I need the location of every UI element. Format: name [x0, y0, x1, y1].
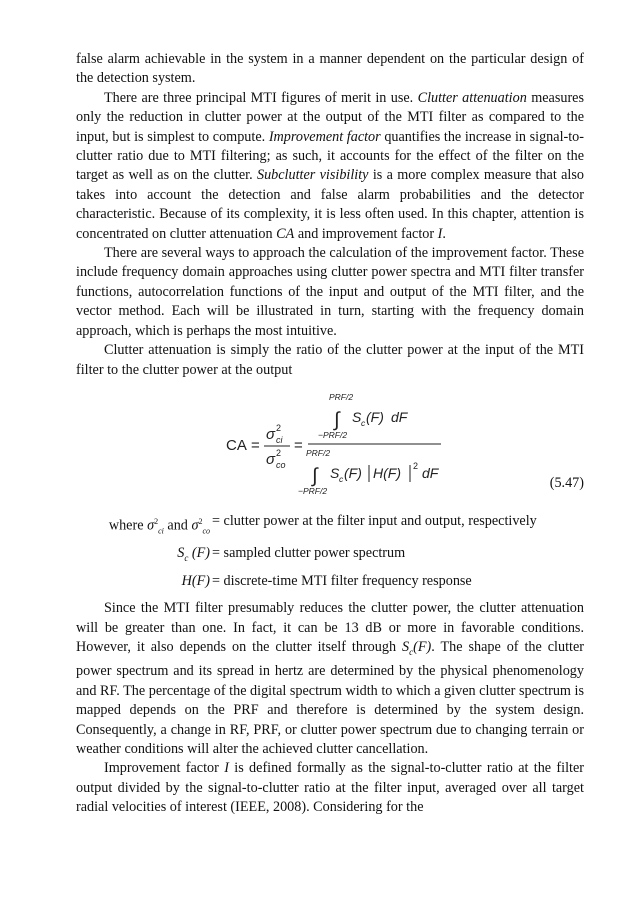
- eq-den-integral: ∫: [312, 464, 318, 487]
- sigma-co-symbol: σ: [191, 517, 199, 534]
- eq-num-s: S: [352, 408, 362, 425]
- symbol-s-arg: (F): [413, 639, 432, 656]
- eq-equals-1: =: [251, 436, 260, 454]
- text-run: measures only the reduction in clutter power at the output of the MTI filter as compared to the input, but is simplest to compute.: [76, 89, 584, 145]
- paragraph-clutter-attenuation-intro: Clutter attenuation is simply the ratio of the clutter power at the input of the MTI filter to the clutter power at the output: [76, 342, 584, 378]
- paragraph-clutter-dependence: [76, 599, 584, 759]
- eq-den-lower-limit: −PRF/2: [298, 485, 328, 496]
- where-def-sc: = sampled clutter power spectrum: [212, 545, 406, 562]
- eq-den-h: H(F): [373, 464, 401, 481]
- eq-num-integral: ∫: [334, 408, 340, 431]
- equation-number: (5.47): [549, 474, 584, 491]
- where-lhs-sc: [76, 542, 210, 570]
- paragraph-improvement-factor: [76, 759, 584, 817]
- text-run: is defined formally as the signal-to-clutter ratio at the filter output divided by the signal-to-clutter ratio at the filter input, averaged over all target radial velocities of interest (IEEE, 2008). Considering for the: [76, 760, 585, 816]
- where-clause: [76, 510, 584, 593]
- eq-num-arg: (F): [366, 408, 384, 425]
- sigma-co-sub: co: [202, 526, 210, 536]
- symbol-s: S: [402, 639, 410, 656]
- eq-den-upper-limit: PRF/2: [306, 447, 331, 458]
- where-row-h: [76, 570, 584, 593]
- paragraph-figures-of-merit: [76, 89, 584, 244]
- eq-sub-ci: ci: [276, 434, 283, 445]
- h-symbol: H(F): [181, 573, 210, 590]
- paragraph-1: false alarm achievable in the system in a manner dependent on the particular design of the detection system.: [76, 51, 584, 87]
- eq-den-s: S: [330, 464, 340, 481]
- text-run: There are three principal MTI figures of merit in use.: [104, 89, 418, 106]
- eq-sigma-ci: σ: [266, 425, 276, 443]
- equation-graphic: [226, 386, 526, 498]
- eq-num-sub-c: c: [361, 417, 366, 428]
- symbol-s-sub: c: [409, 646, 414, 657]
- text-run: quantifies the increase in signal-to-clutter ratio due to MTI filtering; as such, it accounts for the effect of the filter on the target as well as on the clutter.: [76, 128, 584, 184]
- eq-den-sub-c: c: [339, 473, 344, 484]
- sigma-co-sup: 2: [198, 516, 203, 526]
- eq-num-df: dF: [391, 408, 408, 425]
- text-run: Since the MTI filter presumably reduces the clutter power, the clutter attenuation will be greater than one. In fact, it can be 13 dB or more in favorable conditions. However, it also depends on the clutter itself through: [76, 600, 584, 656]
- eq-den-sup-2: 2: [413, 460, 419, 471]
- symbol-ca: CA: [276, 225, 295, 242]
- where-and: and: [167, 517, 188, 534]
- eq-equals-2: =: [294, 436, 303, 454]
- where-def-sigma: = clutter power at the filter input and output, respectively: [212, 512, 537, 529]
- eq-lhs: CA: [226, 436, 247, 454]
- symbol-i: I: [224, 760, 229, 777]
- eq-num-upper-limit: PRF/2: [329, 391, 354, 402]
- sigma-ci-symbol: σ: [147, 517, 155, 534]
- sigma-ci-sup: 2: [154, 516, 159, 526]
- sc-symbol: S: [177, 545, 185, 562]
- term-subclutter-visibility: Subclutter visibility: [256, 167, 369, 184]
- symbol-i: I: [437, 225, 443, 242]
- eq-den-df: dF: [422, 464, 439, 481]
- paragraph-approaches: There are several ways to approach the calculation of the improvement factor. These include frequency domain approaches using clutter power spectra and MTI filter transfer functions, autocorrelation functions of the input and output of the MTI filter, and the vector method. Each will be illustrated in turn, starting with the frequency domain approach, which is perhaps the most intuitive.: [76, 245, 584, 339]
- text-run: Improvement factor: [104, 760, 225, 777]
- sigma-ci-sub: ci: [158, 526, 164, 536]
- text-run: . The shape of the clutter power spectrum and its spread in hertz are determined by the physical phenomenology and RF. The percentage of the digital spectrum width to which a given clutter spectrum is mapped depends on the PRF and therefore is determined by the system design. Consequently, a change in RF, PRF, or clutter power spectrum due to changing terrain or weather conditions will alter the achieved clutter cancellation.: [76, 639, 584, 757]
- eq-num-lower-limit: −PRF/2: [318, 429, 348, 440]
- text-run: is a more complex measure that also takes into account the detection and false alarm probabilities and the detector characteristic. Because of its complexity, it is less often used. In this chapter, attention is concentrated on clutter attenuation: [76, 167, 584, 242]
- eq-sigma-co: σ: [266, 450, 276, 468]
- eq-sup-co: 2: [276, 447, 282, 458]
- sc-arg: (F): [191, 545, 210, 562]
- term-clutter-attenuation: Clutter attenuation: [417, 89, 527, 106]
- sc-sub: c: [184, 553, 189, 564]
- eq-sup-ci: 2: [276, 422, 282, 433]
- where-lhs-h: [76, 570, 210, 593]
- where-lhs-sigma: [76, 510, 210, 543]
- eq-sub-co: co: [276, 459, 286, 470]
- eq-den-arg: (F): [344, 464, 362, 481]
- where-def-h: = discrete-time MTI filter frequency response: [212, 573, 472, 590]
- where-row-sigma: [76, 510, 584, 543]
- text-run: .: [442, 225, 446, 242]
- where-row-sc: [76, 542, 584, 570]
- document-page: [76, 50, 584, 818]
- text-run: and improvement factor: [294, 225, 438, 242]
- where-word: where: [108, 517, 144, 534]
- term-improvement-factor: Improvement factor: [268, 128, 381, 145]
- equation-5-47: [76, 380, 584, 500]
